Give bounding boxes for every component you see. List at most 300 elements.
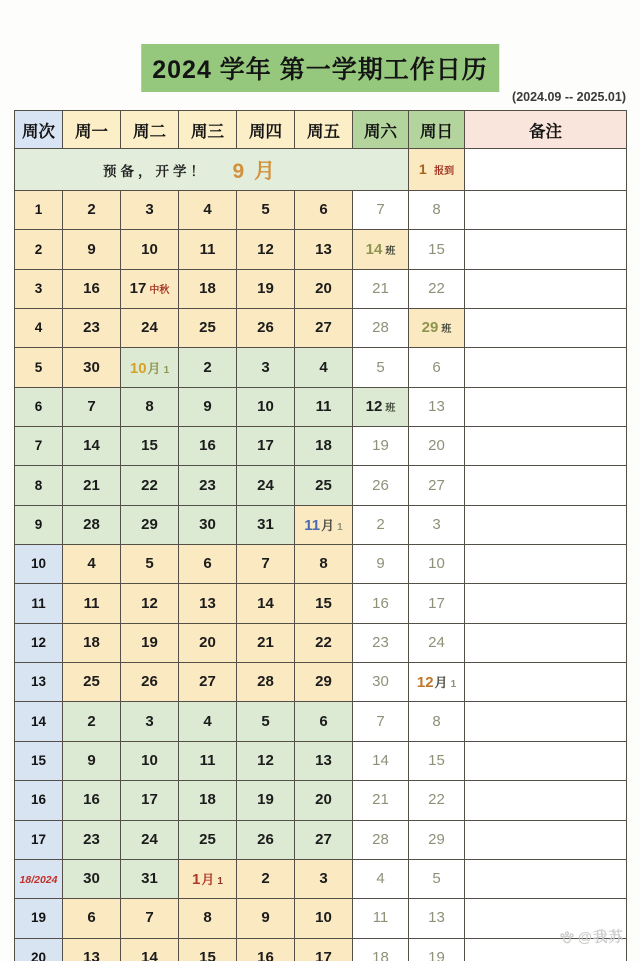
day-cell [121,545,179,584]
day-number: 24 [141,830,158,848]
day-cell [353,309,409,348]
day-number: 11 [199,751,216,769]
day-cell [295,623,353,662]
day-cell [353,427,409,466]
day-cell [121,663,179,702]
week-number: 4 [34,320,43,336]
remark-cell [465,269,627,308]
day-cell [63,348,121,387]
header-week-number: 周次 [15,111,63,149]
day-cell [179,545,237,584]
month-character: 月 [201,872,215,888]
week-number: 18/2024 [19,874,58,887]
week-number-cell [15,545,63,584]
day-number: 10 [129,359,147,377]
week-number-cell [15,505,63,544]
day-cell [63,230,121,269]
day-cell [409,348,465,387]
day-cell [409,505,465,544]
day-cell [409,230,465,269]
calendar-week-row [15,505,627,544]
day-cell [237,781,295,820]
day-number: 20 [428,437,445,455]
day-cell [237,348,295,387]
week-number: 20 [30,949,47,961]
day-cell [237,820,295,859]
day-cell [237,623,295,662]
day-cell [409,859,465,898]
week-number: 5 [34,359,43,375]
day-cell [409,820,465,859]
day-cell [179,348,237,387]
day-cell [179,623,237,662]
week-number: 6 [34,398,43,414]
week-number-cell [15,820,63,859]
calendar-week-row [15,859,627,898]
day-cell [295,309,353,348]
day-number: 8 [145,397,154,415]
day-number: 26 [372,476,389,494]
remark-cell [465,309,627,348]
day-number: 28 [257,673,274,691]
day-number: 10 [257,397,274,415]
day-cell [63,427,121,466]
week-number-cell [15,387,63,426]
day-cell [409,623,465,662]
day-number: 26 [257,319,274,337]
day-cell [353,623,409,662]
watermark-text: @我苏 [577,930,624,946]
calendar-table [14,110,627,961]
header-friday: 周五 [295,111,353,149]
day-cell [353,741,409,780]
day-number: 5 [261,201,270,219]
day-cell [353,584,409,623]
day-cell [179,191,237,230]
day-number: 21 [372,791,389,809]
remark-cell [465,505,627,544]
day-cell [121,427,179,466]
calendar-week-row [15,191,627,230]
day-number: 18 [315,437,332,455]
day-number: 23 [199,476,216,494]
day-cell [237,663,295,702]
day-cell [63,584,121,623]
day-number: 2 [87,201,96,219]
day-number: 17 [428,594,445,612]
day-cell [237,466,295,505]
day-number: 11 [315,397,332,415]
calendar-week-row [15,781,627,820]
day-number: 16 [257,948,274,961]
day-cell [295,230,353,269]
day-cell [179,938,237,961]
day-number: 9 [376,555,385,573]
calendar-week-row [15,938,627,961]
day-number: 12 [365,397,383,415]
week-number: 11 [31,595,46,611]
day-cell [121,387,179,426]
day-number: 29 [428,830,445,848]
day-number: 24 [257,476,274,494]
day-number: 5 [261,712,270,730]
day-cell [295,387,353,426]
calendar-week-row [15,741,627,780]
day-number: 21 [372,279,389,297]
day-number: 3 [432,515,441,533]
day-number: 25 [83,673,100,691]
week-number-cell [15,309,63,348]
week-number-cell [15,663,63,702]
day-number: 26 [141,673,158,691]
week-number: 12 [30,634,47,650]
day-cell [295,781,353,820]
day-cell [295,545,353,584]
day-cell [121,584,179,623]
day-cell [295,702,353,741]
day-cell [121,899,179,938]
day-number: 5 [376,358,385,376]
day-cell [409,663,465,702]
day-cell [353,820,409,859]
day-number: 14 [257,594,274,612]
day-number: 20 [315,791,332,809]
day-cell [409,191,465,230]
day-cell [295,584,353,623]
week-number-cell [15,623,63,662]
day-number: 11 [372,909,389,927]
day-number: 30 [83,358,100,376]
day-cell [121,702,179,741]
month-character: 月 [147,360,161,376]
day-number: 20 [199,633,216,651]
day-number: 27 [315,830,332,848]
remark-cell [465,387,627,426]
day-cell [409,702,465,741]
day-number: 2 [87,712,96,730]
calendar-week-row [15,702,627,741]
day-number: 10 [315,909,332,927]
day-number: 23 [372,633,389,651]
day-number: 23 [83,830,100,848]
week-number-cell [15,781,63,820]
header-row [15,111,627,149]
day-number: 8 [432,712,441,730]
remark-cell [465,820,627,859]
week-number: 10 [30,556,47,572]
calendar-weeks [15,149,627,961]
day-number: 12 [141,594,158,612]
week-number: 17 [30,831,47,847]
day-cell [121,781,179,820]
day-cell [295,899,353,938]
day-cell [295,741,353,780]
header-sunday: 周日 [409,111,465,149]
month-label-september: 9 月 [232,159,277,183]
day-cell [237,702,295,741]
day-number: 14 [83,437,100,455]
remark-cell [465,623,627,662]
week-number-cell [15,466,63,505]
day-number: 13 [199,594,216,612]
day-cell [179,505,237,544]
day-number: 11 [83,594,100,612]
day-number: 23 [83,319,100,337]
day-cell [121,623,179,662]
day-number: 7 [376,712,385,730]
day-cell [121,938,179,961]
header-saturday: 周六 [353,111,409,149]
remark-cell [465,584,627,623]
week-number-cell [15,191,63,230]
day-number: 9 [203,397,212,415]
week-number: 9 [34,516,43,532]
day-cell [63,702,121,741]
week-number: 15 [30,752,47,768]
day-cell [121,230,179,269]
header-monday: 周一 [63,111,121,149]
remark-cell [465,191,627,230]
day-cell [295,427,353,466]
day-cell [409,466,465,505]
day-cell [237,269,295,308]
day-number: 10 [428,555,445,573]
day-cell [63,505,121,544]
day-number: 5 [145,555,154,573]
day-number: 22 [428,791,445,809]
day-cell [121,348,179,387]
remark-cell [465,466,627,505]
calendar-week-row [15,545,627,584]
day-cell [409,899,465,938]
day-annotation: 1 [163,364,170,376]
day-number: 6 [203,555,212,573]
day-number: 1 [418,160,427,177]
remark-cell [465,663,627,702]
day-cell [121,309,179,348]
day-cell [121,269,179,308]
remark-cell [465,545,627,584]
day-cell [237,427,295,466]
day-number: 30 [199,515,216,533]
day-cell [63,466,121,505]
day-cell [295,269,353,308]
day-number: 21 [257,633,274,651]
remark-cell [465,702,627,741]
week-number-cell [15,899,63,938]
week-number: 13 [30,674,47,690]
day-cell [179,702,237,741]
day-number: 12 [416,674,434,692]
day-cell [237,191,295,230]
day-cell [295,505,353,544]
day-cell [295,191,353,230]
day-number: 8 [203,909,212,927]
day-number: 6 [87,909,96,927]
day-number: 15 [428,240,445,258]
day-cell [63,545,121,584]
day-cell [63,309,121,348]
day-number: 4 [203,712,212,730]
day-number: 12 [257,751,274,769]
day-cell [237,899,295,938]
day-number: 4 [376,870,385,888]
day-number: 3 [145,712,154,730]
day-number: 16 [83,791,100,809]
day-cell [121,466,179,505]
day-number: 8 [432,201,441,219]
day-number: 6 [432,358,441,376]
header-tuesday: 周二 [121,111,179,149]
day-cell [63,859,121,898]
remark-cell [465,348,627,387]
day-number: 22 [428,279,445,297]
day-cell [409,781,465,820]
calendar-week-row [15,427,627,466]
day-cell [237,859,295,898]
week-number-cell [15,702,63,741]
day-number: 7 [145,909,154,927]
day-annotation: 报到 [434,165,455,177]
day-number: 13 [83,948,100,961]
day-number: 11 [199,240,216,258]
week-number-cell [15,584,63,623]
calendar-week-row [15,899,627,938]
week-number: 3 [34,280,43,296]
day-annotation: 中秋 [149,284,170,296]
day-number: 27 [199,673,216,691]
day-number: 7 [87,397,96,415]
calendar-week-row [15,309,627,348]
week-number-cell [15,741,63,780]
day-annotation: 班 [385,402,396,414]
day-number: 25 [199,830,216,848]
day-number: 22 [315,633,332,651]
day-number: 21 [83,476,100,494]
week-number-cell [15,427,63,466]
day-number: 29 [141,515,158,533]
day-number: 31 [257,515,274,533]
header-thursday: 周四 [237,111,295,149]
calendar-week-row [15,269,627,308]
day-cell [409,427,465,466]
day-number: 16 [372,594,389,612]
day-cell [353,466,409,505]
day-cell [353,230,409,269]
day-number: 19 [372,437,389,455]
day-annotation: 班 [385,245,396,257]
day-number: 14 [365,240,383,258]
paw-icon [559,929,575,945]
day-number: 9 [87,240,96,258]
day-cell [121,859,179,898]
day-cell [63,623,121,662]
day-cell [63,387,121,426]
day-cell [237,545,295,584]
day-number: 15 [141,437,158,455]
day-number: 6 [319,201,328,219]
day-number: 20 [315,279,332,297]
day-cell [409,584,465,623]
calendar-week-row [15,387,627,426]
day-number: 14 [141,948,158,961]
day-number: 3 [319,870,328,888]
day-number: 2 [203,358,212,376]
day-cell [63,269,121,308]
day-number: 13 [428,909,445,927]
day-annotation: 1 [337,521,343,533]
day-cell [353,348,409,387]
day-cell [353,387,409,426]
day-number: 27 [315,319,332,337]
watermark [559,926,624,947]
day-number: 18 [199,279,216,297]
day-cell [121,820,179,859]
day-annotation: 1 [217,876,223,888]
day-number: 25 [315,476,332,494]
day-number: 1 [192,871,201,889]
day-cell [179,466,237,505]
day-cell [179,230,237,269]
header-wednesday: 周三 [179,111,237,149]
week-number: 14 [30,713,47,729]
day-number: 3 [145,201,154,219]
day-cell [121,741,179,780]
calendar-week-row [15,466,627,505]
day-number: 18 [199,791,216,809]
week-number: 16 [30,792,47,808]
day-cell [179,584,237,623]
day-cell [409,387,465,426]
day-cell [179,663,237,702]
day-number: 4 [203,201,212,219]
day-number: 16 [83,279,100,297]
day-cell [63,191,121,230]
remark-cell [465,149,627,191]
remark-cell [465,741,627,780]
day-cell [353,269,409,308]
day-number: 8 [319,555,328,573]
day-number: 13 [315,751,332,769]
calendar-week-row [15,820,627,859]
day-number: 18 [83,633,100,651]
day-number: 10 [141,751,158,769]
day-cell [409,269,465,308]
day-number: 2 [261,870,270,888]
school-start-note: 预备，开学！ [103,163,208,179]
day-number: 28 [372,830,389,848]
month-character: 月 [434,675,448,691]
day-number: 5 [432,870,441,888]
day-number: 10 [141,240,158,258]
calendar-week-row [15,230,627,269]
day-cell [63,663,121,702]
day-cell [237,741,295,780]
day-cell [237,938,295,961]
week-number-cell [15,230,63,269]
day-cell [63,938,121,961]
day-number: 24 [141,319,158,337]
week-number-cell [15,348,63,387]
day-cell [63,741,121,780]
day-number: 12 [257,240,274,258]
day-cell [353,545,409,584]
day-cell [295,859,353,898]
day-number: 29 [315,673,332,691]
day-cell [295,820,353,859]
day-number: 11 [304,516,321,534]
day-cell [63,781,121,820]
